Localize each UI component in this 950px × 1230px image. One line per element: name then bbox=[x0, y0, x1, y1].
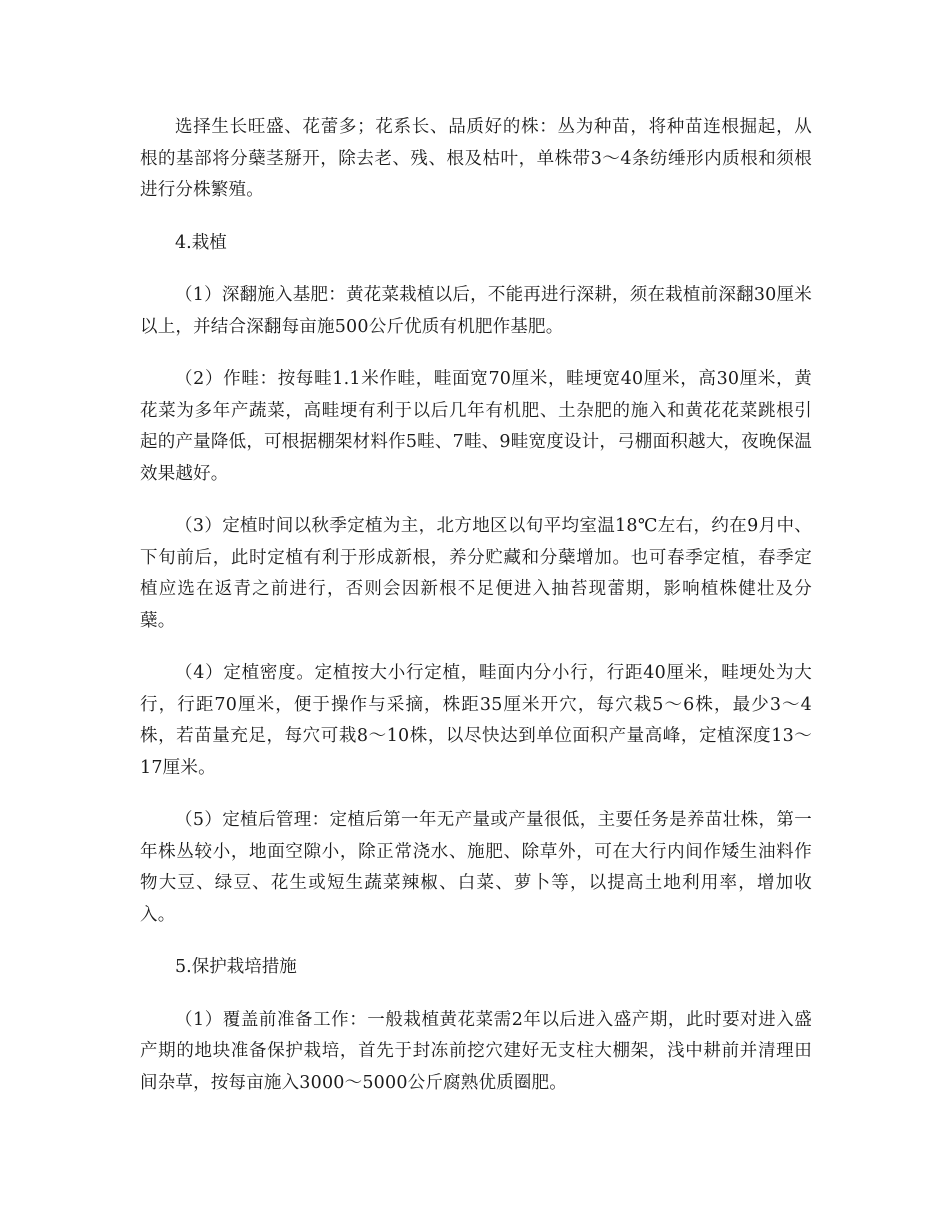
paragraph-post-planting-management: （5）定植后管理：定植后第一年无产量或产量很低，主要任务是养苗壮株，第一年株丛较小，地面空隙小，除正常浇水、施肥、除草外，可在大行内间作矮生油料作物大豆、绿豆、花生或短生蔬菜辣椒、白菜、萝卜等，以提高土地利用率，增加收入。 bbox=[140, 810, 812, 925]
paragraph-planting-density: （4）定植密度。定植按大小行定植，畦面内分小行，行距40厘米，畦埂处为大行，行距70厘米，便于操作与采摘，株距35厘米开穴，每穴栽5～6株，最少3～4株，若苗量充足，每穴可栽8～10株，以尽快达到单位面积产量高峰，定植深度13～17厘米。 bbox=[140, 663, 812, 778]
paragraph-deep-plowing: （1）深翻施入基肥：黄花菜栽植以后，不能再进行深耕，须在栽植前深翻30厘米以上，并结合深翻每亩施500公斤优质有机肥作基肥。 bbox=[140, 285, 812, 337]
paragraph-propagation: 选择生长旺盛、花蕾多；花系长、品质好的株：丛为种苗，将种苗连根掘起，从根的基部将分蘖茎掰开，除去老、残、根及枯叶，单株带3～4条纺缍形内质根和须根进行分株繁殖。 bbox=[140, 117, 812, 200]
paragraph-bed-making: （2）作畦：按每畦1.1米作畦，畦面宽70厘米，畦埂宽40厘米，高30厘米，黄花菜为多年产蔬菜，高畦埂有利于以后几年有机肥、土杂肥的施入和黄花花菜跳根引起的产量降低，可根据棚架材料作5畦、7畦、9畦宽度设计，弓棚面积越大，夜晚保温效果越好。 bbox=[140, 369, 812, 484]
section-heading-planting: 4.栽植 bbox=[175, 232, 227, 253]
document-page bbox=[140, 112, 812, 1120]
paragraph-cover-preparation: （1）覆盖前准备工作：一般栽植黄花菜需2年以后进入盛产期，此时要对进入盛产期的地块准备保护栽培，首先于封冻前挖穴建好无支柱大棚架，浅中耕前并清理田间杂草，按每亩施入3000～5000公斤腐熟优质圈肥。 bbox=[140, 1009, 812, 1093]
section-heading-protected-cultivation: 5.保护栽培措施 bbox=[175, 957, 297, 977]
paragraph-planting-time: （3）定植时间以秋季定植为主，北方地区以旬平均室温18℃左右，约在9月中、下旬前后，此时定植有利于形成新根，养分贮藏和分蘖增加。也可春季定植，春季定植应选在返青之前进行，否则会因新根不足便进入抽苔现蕾期，影响植株健壮及分蘖。 bbox=[140, 516, 812, 631]
